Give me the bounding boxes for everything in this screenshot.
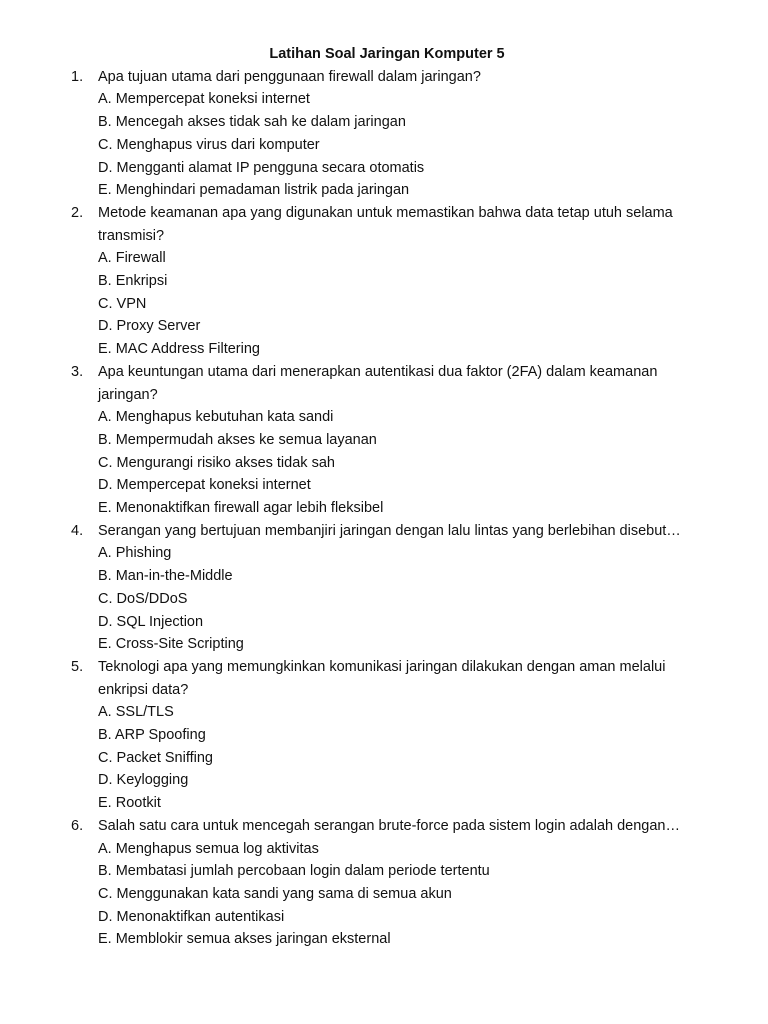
question-item: [0, 361, 768, 520]
option-a: A. Firewall: [98, 250, 166, 267]
option-list: [98, 838, 706, 952]
option-a: A. Phishing: [98, 545, 172, 562]
option-list: [98, 542, 706, 656]
option-b: B. Membatasi jumlah percobaan login dalam periode tertentu: [98, 863, 490, 880]
option-c: C. Menghapus virus dari komputer: [98, 136, 320, 153]
option-b: B. Enkripsi: [98, 273, 168, 290]
option-c: C. DoS/DDoS: [98, 590, 188, 607]
document-title: Latihan Soal Jaringan Komputer 5: [269, 46, 505, 62]
question-number: 2.: [71, 204, 84, 221]
option-a: A. Mempercepat koneksi internet: [98, 91, 310, 108]
question-text: Serangan yang bertujuan membanjiri jaringan dengan lalu lintas yang berlebihan disebut…: [98, 522, 681, 539]
option-list: [98, 88, 706, 202]
option-a: A. SSL/TLS: [98, 704, 174, 721]
option-d: D. SQL Injection: [98, 613, 204, 630]
question-text: Teknologi apa yang memungkinkan komunikasi jaringan dilakukan dengan aman melalui enkripsi data?: [98, 658, 666, 698]
question-item: [0, 66, 768, 202]
option-d: D. Keylogging: [98, 772, 189, 789]
question-number: 4.: [71, 522, 84, 539]
option-b: B. Mempermudah akses ke semua layanan: [98, 431, 377, 448]
question-item: [0, 656, 768, 815]
option-e: E. Cross-Site Scripting: [98, 636, 244, 653]
option-e: E. Memblokir semua akses jaringan eksternal: [98, 931, 391, 948]
question-text: Apa tujuan utama dari penggunaan firewall dalam jaringan?: [98, 68, 481, 85]
question-item: [0, 202, 768, 361]
option-b: B. ARP Spoofing: [98, 727, 206, 744]
question-number: 6.: [71, 817, 84, 834]
option-a: A. Menghapus semua log aktivitas: [98, 840, 319, 857]
question-text: Metode keamanan apa yang digunakan untuk memastikan bahwa data tetap utuh selama transmisi?: [98, 204, 673, 244]
question-list: [0, 66, 768, 951]
option-d: D. Menonaktifkan autentikasi: [98, 908, 285, 925]
option-e: E. Rootkit: [98, 795, 161, 812]
option-d: D. Proxy Server: [98, 318, 201, 335]
option-list: [98, 406, 706, 520]
option-a: A. Menghapus kebutuhan kata sandi: [98, 409, 334, 426]
question-item: [0, 815, 768, 951]
question-number: 5.: [71, 658, 84, 675]
option-e: E. Menghindari pemadaman listrik pada jaringan: [98, 182, 410, 199]
question-number: 3.: [71, 363, 84, 380]
option-c: C. Menggunakan kata sandi yang sama di semua akun: [98, 886, 452, 902]
question-text: Salah satu cara untuk mencegah serangan brute-force pada sistem login adalah dengan…: [98, 817, 680, 834]
option-c: C. Packet Sniffing: [98, 749, 213, 766]
option-b: B. Mencegah akses tidak sah ke dalam jaringan: [98, 114, 406, 131]
option-e: E. Menonaktifkan firewall agar lebih fleksibel: [98, 500, 384, 517]
option-d: D. Mengganti alamat IP pengguna secara otomatis: [98, 159, 425, 176]
question-number: 1.: [71, 68, 84, 85]
option-e: E. MAC Address Filtering: [98, 341, 260, 358]
question-item: [0, 520, 768, 656]
option-d: D. Mempercepat koneksi internet: [98, 477, 311, 494]
question-text: Apa keuntungan utama dari menerapkan autentikasi dua faktor (2FA) dalam keamanan jaringan?: [98, 363, 658, 403]
option-list: [98, 247, 706, 361]
option-c: C. Mengurangi risiko akses tidak sah: [98, 454, 335, 471]
option-list: [98, 701, 706, 815]
option-c: C. VPN: [98, 295, 147, 312]
option-b: B. Man-in-the-Middle: [98, 568, 233, 585]
